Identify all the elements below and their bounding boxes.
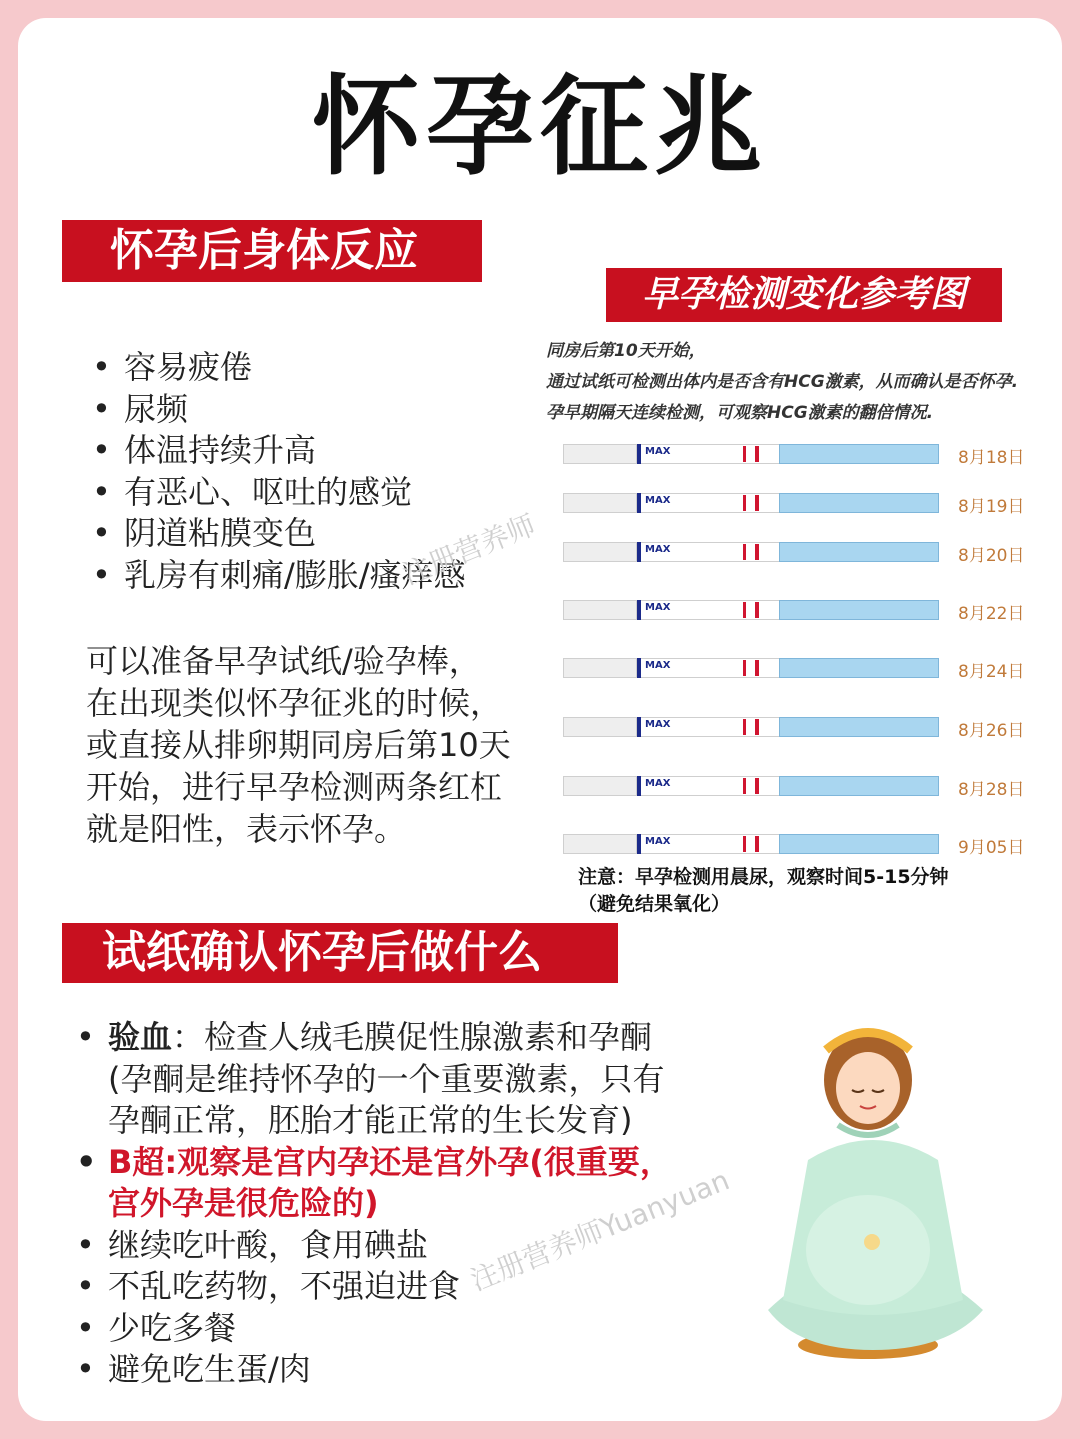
test-advice-paragraph: 可以准备早孕试纸/验孕棒， 在出现类似怀孕征兆的时候， 或直接从排卵期同房后第10天 开始，进行早孕检测两条红杠 就是阳性，表示怀孕。 [86,642,511,848]
list-item: • 乳房有刺痛/膨胀/瘙痒感 [92,555,466,594]
strip-max-label: MAX [645,836,671,847]
test-line [743,719,746,735]
strip-max-label: MAX [645,602,671,613]
control-line [755,719,759,735]
list-item: • 验血：检查人绒毛膜促性腺激素和孕酮 (孕酮是维持怀孕的一个重要激素，只有 孕酮正常，胚胎才能正常的生长发育) [76,1018,665,1139]
strip-date: 8月20日 [958,546,1025,566]
list-item: • B超:观察是宫内孕还是宫外孕(很重要， 宫外孕是很危险的) [76,1142,672,1222]
strip-date: 8月24日 [958,662,1025,682]
test-line [743,495,746,511]
strip-max-label: MAX [645,778,671,789]
strip-max-label: MAX [645,446,671,457]
test-strip [563,542,939,562]
control-line [755,836,759,852]
strip-date: 8月28日 [958,780,1025,800]
test-strip [563,658,939,678]
caution-note: 注意：早孕检测用晨尿，观察时间5-15分钟 （避免结果氧化） [578,866,949,915]
test-line [743,660,746,676]
watermark: 注册营养师Yuanyuan [465,1163,734,1298]
list-item: • 避免吃生蛋/肉 [76,1350,311,1388]
test-strip [563,834,939,854]
strip-date: 8月18日 [958,448,1025,468]
strip-date: 8月19日 [958,497,1025,517]
test-line [743,602,746,618]
strip-max-label: MAX [645,660,671,671]
strip-max-label: MAX [645,719,671,730]
chart-notes: 同房后第10天开始， 通过试纸可检测出体内是否含有HCG激素，从而确认是否怀孕. 孕早期隔天连续检测，可观察HCG激素的翻倍情况. [546,341,1019,423]
watermark: 注册营养师 [397,508,541,592]
test-strip [563,444,939,464]
control-line [755,660,759,676]
control-line [755,495,759,511]
chart-title: 早孕检测变化参考图 [606,268,1002,322]
list-item: • 体温持续升高 [92,431,317,469]
test-line [743,836,746,852]
section-heading-after-confirmation: 试纸确认怀孕后做什么 [62,923,618,983]
section-heading-body-reactions: 怀孕后身体反应 [62,220,482,282]
control-line [755,446,759,462]
strip-max-label: MAX [645,495,671,506]
list-item: • 阴道粘膜变色 [92,514,317,552]
list-item: • 不乱吃药物，不强迫进食 [76,1267,461,1305]
test-strip [563,717,939,737]
control-line [755,602,759,618]
list-item: • 少吃多餐 [76,1308,237,1347]
test-line [743,544,746,560]
control-line [755,544,759,560]
list-item: • 继续吃叶酸，食用碘盐 [76,1225,429,1264]
test-line [743,446,746,462]
page-title: 怀孕征兆 [311,65,768,190]
strip-date: 9月05日 [958,838,1025,858]
strip-date: 8月26日 [958,721,1025,741]
test-line [743,778,746,794]
test-strip [563,776,939,796]
strip-max-label: MAX [645,544,671,555]
list-item: • 尿频 [92,389,189,428]
test-strip [563,600,939,620]
pregnant-woman-illustration [748,1010,998,1370]
strip-date: 8月22日 [958,604,1025,624]
control-line [755,778,759,794]
list-item: • 容易疲倦 [92,348,253,386]
list-item: • 有恶心、呕吐的感觉 [92,472,413,511]
test-strip [563,493,939,513]
